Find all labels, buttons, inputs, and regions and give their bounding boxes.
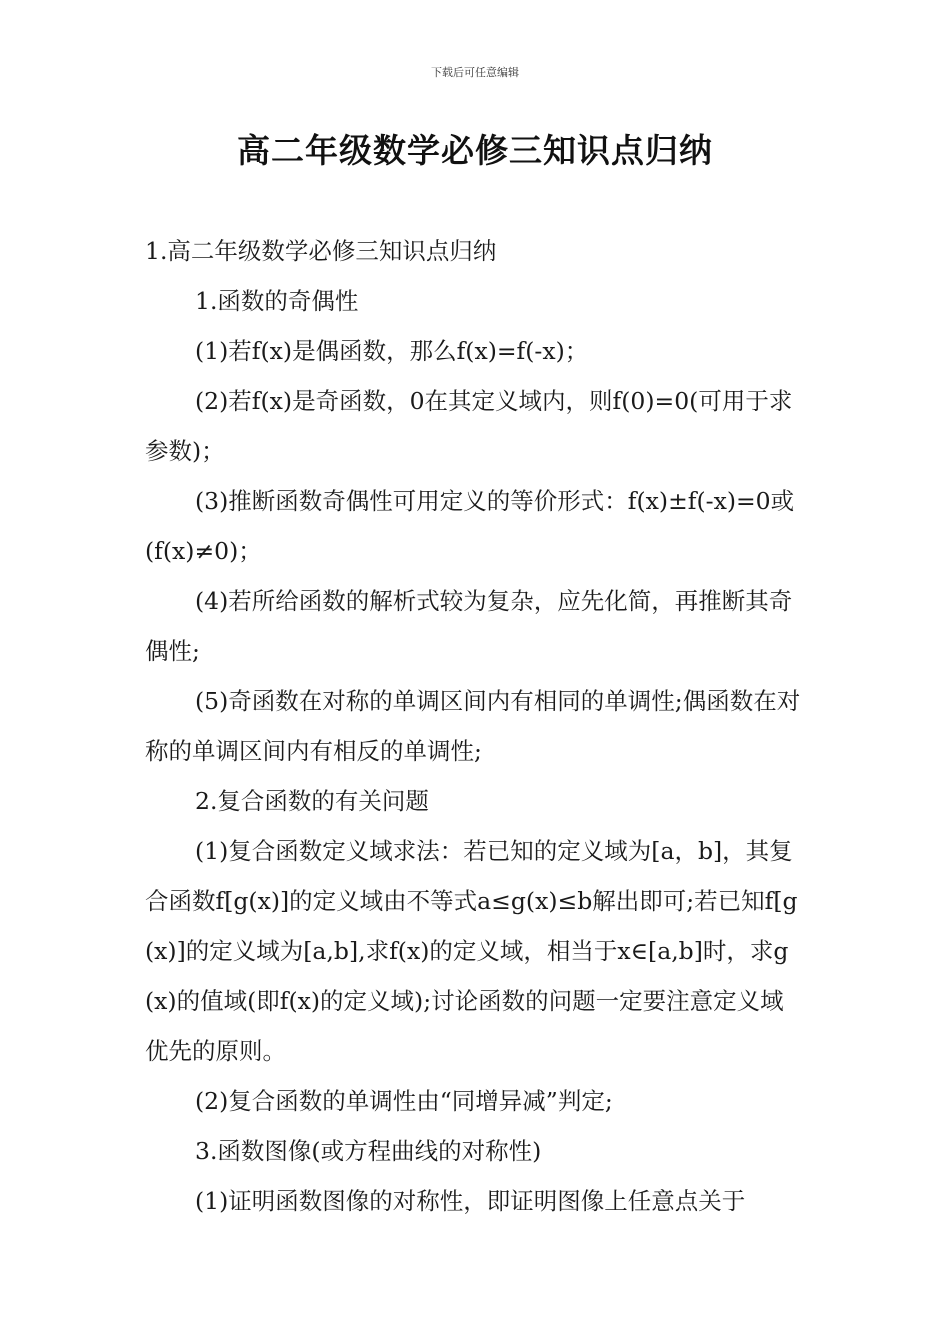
paragraph: (3)推断函数奇偶性可用定义的等价形式：f(x)±f(-x)=0或(f(x)≠0)；	[145, 487, 795, 565]
paragraph: (2)复合函数的单调性由“同增异减”判定;	[195, 1087, 613, 1115]
paragraph: (1)若f(x)是偶函数，那么f(x)=f(-x)；	[195, 337, 589, 365]
document-body	[145, 226, 807, 1226]
document-title: 高二年级数学必修三知识点归纳	[237, 131, 713, 170]
paragraph: (2)若f(x)是奇函数，0在其定义域内，则f(0)=0(可用于求参数)；	[145, 387, 793, 465]
subsection-heading: 3.函数图像(或方程曲线的对称性)	[195, 1137, 542, 1165]
subsection-heading: 1.函数的奇偶性	[195, 287, 359, 315]
header-note: 下载后可任意编辑	[431, 66, 519, 79]
paragraph: (5)奇函数在对称的单调区间内有相同的单调性;偶函数在对称的单调区间内有相反的单调性;	[145, 687, 801, 765]
paragraph: (4)若所给函数的解析式较为复杂，应先化简，再推断其奇偶性;	[145, 587, 793, 665]
subsection-heading: 2.复合函数的有关问题	[195, 787, 429, 815]
paragraph: (1)证明函数图像的对称性，即证明图像上任意点关于	[195, 1187, 746, 1215]
section-heading: 1.高二年级数学必修三知识点归纳	[145, 237, 497, 265]
paragraph: (1)复合函数定义域求法：若已知的定义域为[a，b]，其复合函数f[g(x)]的定义域由不等式a≤g(x)≤b解出即可;若已知f[g(x)]的定义域为[a,b],求f(x)的定义域，相当于x∈[a,b]时，求g(x)的值域(即f(x)的定义域);讨论函数的问题一定要注意定义域优先的原则。	[145, 837, 798, 1065]
